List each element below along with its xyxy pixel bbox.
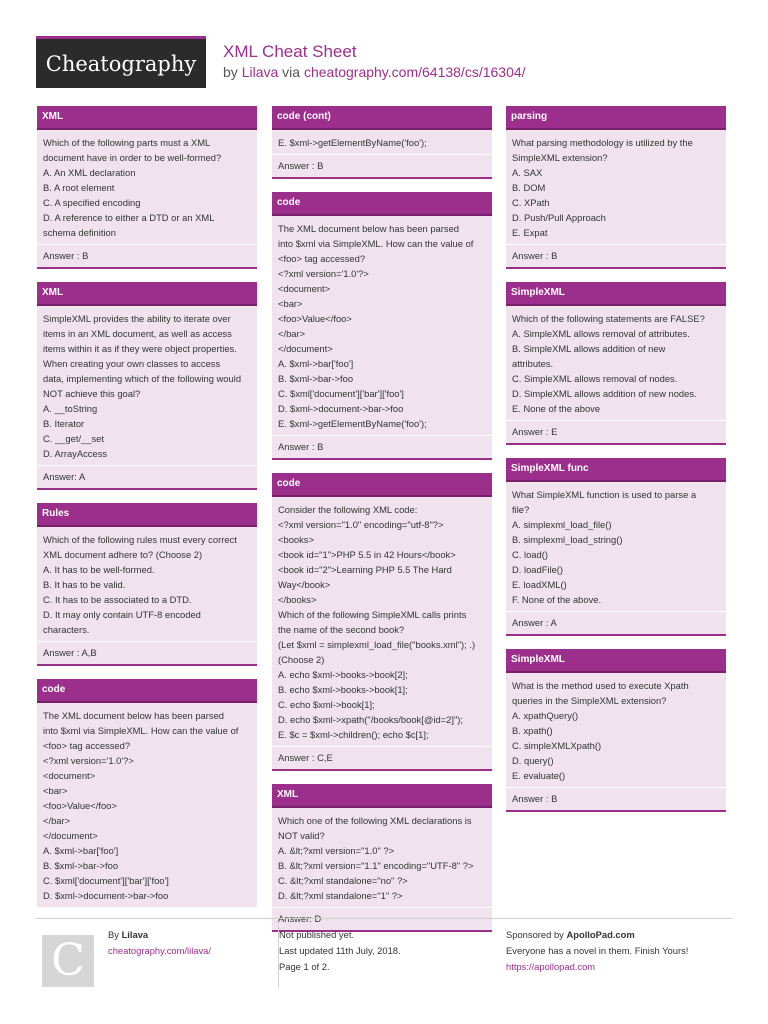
- footer-by: By: [108, 929, 119, 940]
- card-line: The XML document below has been parsed: [43, 710, 225, 721]
- card-line: file?: [512, 504, 530, 515]
- card-line: A. xpathQuery(): [512, 710, 579, 721]
- card-line: B. $xml->bar->foo: [278, 373, 354, 384]
- card-title: XML: [37, 282, 257, 306]
- question-card: [37, 282, 257, 490]
- card-line: <bar>: [43, 785, 68, 796]
- column-3: [506, 106, 726, 825]
- byline-by: by: [223, 64, 238, 80]
- card-line: A. echo $xml->books->book[2];: [278, 669, 408, 680]
- card-title: XML: [272, 784, 492, 808]
- card-line: C. $xml['document']['bar']['foo']: [278, 388, 404, 399]
- card-line: <bar>: [278, 298, 303, 309]
- card-line: D. &lt;?xml standalone="1" ?>: [278, 890, 403, 901]
- card-line: <foo> tag accessed?: [278, 253, 366, 264]
- question-card: [37, 106, 257, 269]
- card-body: [272, 216, 492, 435]
- card-line: B. $xml->bar->foo: [43, 860, 119, 871]
- byline: [223, 64, 526, 80]
- cheatography-logo[interactable]: [36, 36, 206, 88]
- author-link[interactable]: Lilava: [241, 64, 279, 80]
- card-line: <?xml version='1.0'?>: [278, 268, 369, 279]
- card-line: D. $xml->document->bar->foo: [43, 890, 169, 901]
- sponsored-by: Sponsored by: [506, 929, 564, 940]
- card-line: A. &lt;?xml version="1.0" ?>: [278, 845, 395, 856]
- card-line: E. $xml->getElementByName('foo');: [278, 137, 427, 148]
- question-card: [37, 679, 257, 907]
- card-title: code: [272, 473, 492, 497]
- sponsor-name: ApolloPad.com: [566, 929, 635, 940]
- card-line: characters.: [43, 624, 90, 635]
- card-title: Rules: [37, 503, 257, 527]
- card-line: data, implementing which of the following would: [43, 373, 242, 384]
- card-line: Which of the following statements are FALSE?: [512, 313, 705, 324]
- card-line: C. simpleXMLXpath(): [512, 740, 602, 751]
- card-line: C. XPath: [512, 197, 550, 208]
- card-line: E. $xml->getElementByName('foo');: [278, 418, 427, 429]
- card-line: queries in the SimpleXML extension?: [512, 695, 667, 706]
- card-line: <?xml version='1.0'?>: [43, 755, 134, 766]
- card-line: attributes.: [512, 358, 554, 369]
- card-title: code (cont): [272, 106, 492, 130]
- card-answer: Answer : B: [37, 244, 257, 269]
- avatar-letter: C: [51, 935, 85, 986]
- card-body: [506, 130, 726, 244]
- logo-text: Cheatography: [45, 52, 197, 76]
- card-line: C. load(): [512, 549, 548, 560]
- card-line: items within it as if they were object properties.: [43, 343, 237, 354]
- card-answer: Answer : B: [506, 787, 726, 812]
- card-line: (Let $xml = simplexml_load_file("books.xml"); .): [278, 639, 476, 650]
- card-line: D. Push/Pull Approach: [512, 212, 606, 223]
- card-line: E. Expat: [512, 227, 548, 238]
- card-line: SimpleXML extension?: [512, 152, 608, 163]
- card-line: NOT valid?: [278, 830, 325, 841]
- card-line: <?xml version="1.0" encoding="utf-8"?>: [278, 519, 444, 530]
- card-line: <document>: [278, 283, 331, 294]
- card-line: Which of the following SimpleXML calls prints: [278, 609, 467, 620]
- card-title: parsing: [506, 106, 726, 130]
- question-card: [37, 503, 257, 666]
- card-line: B. SimpleXML allows addition of new: [512, 343, 666, 354]
- card-line: <book id="2">Learning PHP 5.5 The Hard: [278, 564, 452, 575]
- card-answer: Answer : A,B: [37, 641, 257, 666]
- footer-author-link[interactable]: cheatography.com/lilava/: [108, 945, 212, 956]
- card-line: C. __get/__set: [43, 433, 104, 444]
- card-body: [272, 130, 492, 154]
- footer-status-section: [278, 927, 498, 987]
- card-body: [37, 527, 257, 641]
- card-line: the name of the second book?: [278, 624, 405, 635]
- card-line: Which of the following rules must every correct: [43, 534, 237, 545]
- card-body: [37, 306, 257, 465]
- card-answer: Answer : B: [272, 435, 492, 460]
- card-title: SimpleXML func: [506, 458, 726, 482]
- question-card: [272, 192, 492, 460]
- card-line: F. None of the above.: [512, 594, 602, 605]
- card-answer: Answer : E: [506, 420, 726, 445]
- card-line: D. query(): [512, 755, 554, 766]
- card-line: into $xml via SimpleXML. How can the value of: [43, 725, 239, 736]
- sponsor-tagline: Everyone has a novel in them. Finish Yours!: [506, 945, 689, 956]
- card-line: A. An XML declaration: [43, 167, 136, 178]
- card-body: [37, 703, 257, 907]
- card-line: Way</book>: [278, 579, 331, 590]
- card-line: B. Iterator: [43, 418, 85, 429]
- card-line: B. A root element: [43, 182, 115, 193]
- question-card: [272, 473, 492, 771]
- card-line: C. echo $xml->book[1];: [278, 699, 375, 710]
- card-line: into $xml via SimpleXML. How can the value of: [278, 238, 474, 249]
- card-line: D. SimpleXML allows addition of new nodes.: [512, 388, 697, 399]
- column-1: [37, 106, 257, 920]
- card-body: [37, 130, 257, 244]
- footer: [36, 918, 732, 988]
- card-title: XML: [37, 106, 257, 130]
- card-line: E. None of the above: [512, 403, 601, 414]
- card-line: E. loadXML(): [512, 579, 567, 590]
- card-line: items in an XML document, as well as access: [43, 328, 232, 339]
- card-line: <foo>Value</foo>: [43, 800, 117, 811]
- card-line: D. It may only contain UTF-8 encoded: [43, 609, 201, 620]
- card-line: D. loadFile(): [512, 564, 564, 575]
- published-status: Not published yet.: [279, 929, 355, 940]
- card-line: B. It has to be valid.: [43, 579, 126, 590]
- card-title: SimpleXML: [506, 649, 726, 673]
- card-line: B. xpath(): [512, 725, 553, 736]
- card-line: A. $xml->bar['foo']: [278, 358, 354, 369]
- question-card: [272, 784, 492, 932]
- card-answer: Answer : A: [506, 611, 726, 636]
- question-card: [272, 106, 492, 179]
- sponsor-link[interactable]: https://apollopad.com: [506, 961, 596, 972]
- card-body: [506, 673, 726, 787]
- card-line: D. ArrayAccess: [43, 448, 108, 459]
- last-updated: Last updated 11th July, 2018.: [279, 945, 401, 956]
- card-line: D. A reference to either a DTD or an XML: [43, 212, 215, 223]
- card-line: A. simplexml_load_file(): [512, 519, 612, 530]
- question-card: [506, 458, 726, 636]
- footer-sponsor-section: [506, 927, 732, 975]
- card-title: code: [37, 679, 257, 703]
- header: [36, 36, 732, 88]
- card-answer: Answer : C,E: [272, 746, 492, 771]
- card-line: </document>: [278, 343, 333, 354]
- question-card: [506, 282, 726, 445]
- footer-author-name: Lilava: [121, 929, 149, 940]
- card-line: Which one of the following XML declarations is: [278, 815, 472, 826]
- card-line: <foo>Value</foo>: [278, 313, 352, 324]
- card-answer: Answer: A: [37, 465, 257, 490]
- card-line: E. evaluate(): [512, 770, 566, 781]
- card-line: What SimpleXML function is used to parse a: [512, 489, 697, 500]
- card-line: What parsing methodology is utilized by the: [512, 137, 693, 148]
- card-line: Which of the following parts must a XML: [43, 137, 211, 148]
- question-card: [506, 649, 726, 812]
- card-body: [506, 482, 726, 611]
- page-title: XML Cheat Sheet: [223, 42, 357, 61]
- card-line: B. &lt;?xml version="1.1" encoding="UTF-8" ?>: [278, 860, 474, 871]
- card-line: C. A specified encoding: [43, 197, 141, 208]
- card-line: C. It has to be associated to a DTD.: [43, 594, 192, 605]
- card-line: A. SAX: [512, 167, 543, 178]
- card-line: B. simplexml_load_string(): [512, 534, 623, 545]
- card-line: C. &lt;?xml standalone="no" ?>: [278, 875, 408, 886]
- card-answer: Answer: D: [272, 907, 492, 932]
- card-line: D. $xml->document->bar->foo: [278, 403, 404, 414]
- card-line: A. $xml->bar['foo']: [43, 845, 119, 856]
- card-line: <books>: [278, 534, 314, 545]
- avatar[interactable]: [42, 935, 94, 987]
- card-line: The XML document below has been parsed: [278, 223, 460, 234]
- card-body: [272, 808, 492, 907]
- card-line: </bar>: [278, 328, 306, 339]
- card-line: <book id="1">PHP 5.5 in 42 Hours</book>: [278, 549, 456, 560]
- card-line: (Choose 2): [278, 654, 325, 665]
- card-line: A. __toString: [43, 403, 98, 414]
- card-title: code: [272, 192, 492, 216]
- card-line: D. echo $xml->xpath("/books/book[@id=2]");: [278, 714, 464, 725]
- byline-via: via: [282, 64, 301, 80]
- card-line: What is the method used to execute Xpath: [512, 680, 689, 691]
- card-line: <document>: [43, 770, 96, 781]
- card-answer: Answer : B: [272, 154, 492, 179]
- card-line: Consider the following XML code:: [278, 504, 418, 515]
- card-line: A. It has to be well-formed.: [43, 564, 155, 575]
- card-line: </bar>: [43, 815, 71, 826]
- card-line: C. $xml['document']['bar']['foo']: [43, 875, 169, 886]
- card-line: When creating your own classes to access: [43, 358, 221, 369]
- card-line: </document>: [43, 830, 98, 841]
- column-2: [272, 106, 492, 945]
- card-line: document have in order to be well-formed?: [43, 152, 222, 163]
- card-body: [272, 497, 492, 746]
- card-line: A. SimpleXML allows removal of attributes.: [512, 328, 690, 339]
- card-line: C. SimpleXML allows removal of nodes.: [512, 373, 678, 384]
- card-line: NOT achieve this goal?: [43, 388, 141, 399]
- card-line: B. echo $xml->books->book[1];: [278, 684, 408, 695]
- page-number: Page 1 of 2.: [279, 961, 330, 972]
- sheet-url-link[interactable]: cheatography.com/64138/cs/16304/: [303, 64, 526, 80]
- card-line: E. $c = $xml->children(); echo $c[1];: [278, 729, 429, 740]
- card-title: SimpleXML: [506, 282, 726, 306]
- card-line: schema definition: [43, 227, 116, 238]
- footer-author: [108, 927, 211, 959]
- card-answer: Answer : B: [506, 244, 726, 269]
- card-line: XML document adhere to? (Choose 2): [43, 549, 203, 560]
- card-body: [506, 306, 726, 420]
- card-line: </books>: [278, 594, 317, 605]
- card-line: B. DOM: [512, 182, 546, 193]
- card-line: SimpleXML provides the ability to iterate over: [43, 313, 231, 324]
- question-card: [506, 106, 726, 269]
- card-line: <foo> tag accessed?: [43, 740, 131, 751]
